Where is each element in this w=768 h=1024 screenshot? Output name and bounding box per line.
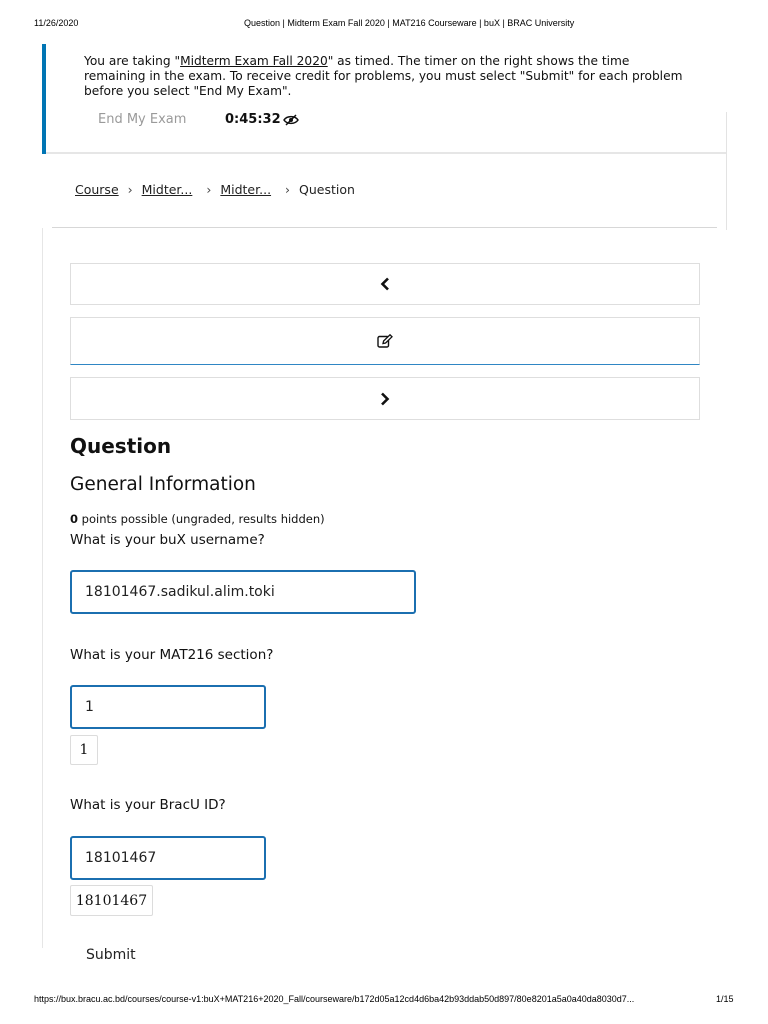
hide-timer-eye-slash-icon[interactable] [283, 114, 299, 126]
section-question-label: What is your MAT216 section? [70, 647, 274, 663]
submit-button[interactable]: Submit [86, 947, 136, 963]
username-input[interactable]: 18101467.sadikul.alim.toki [70, 570, 416, 614]
print-page-number: 1/15 [716, 994, 734, 1004]
notice-suffix: " as timed. The timer on the right shows the time remaining in the exam. To receive credit for problems, you must select "Submit" for each problem before you select "End My Exam". [84, 54, 683, 98]
panel-edge [726, 112, 727, 230]
exam-link[interactable]: Midterm Exam Fall 2020 [180, 54, 328, 68]
content-left-edge [42, 228, 43, 948]
breadcrumb-section[interactable]: Midter... [141, 182, 193, 197]
previous-unit-button[interactable] [70, 263, 700, 305]
points-value: 0 [70, 512, 79, 526]
breadcrumb-separator-icon: › [285, 182, 291, 197]
bracu-id-question-label: What is your BracU ID? [70, 797, 226, 813]
problem-subheading: General Information [70, 474, 256, 495]
breadcrumb-subsection[interactable]: Midter... [220, 182, 272, 197]
exam-notice [84, 54, 694, 99]
print-page-title: Question | Midterm Exam Fall 2020 | MAT216 Courseware | buX | BRAC University [244, 18, 575, 28]
print-url: https://bux.bracu.ac.bd/courses/course-v1:buX+MAT216+2020_Fall/courseware/b172d05a12cd4d6ba42b93ddab50d897/80e8201a5a0a40da8030d7... [34, 994, 635, 1004]
banner-accent-bar [42, 44, 46, 154]
end-exam-button[interactable]: End My Exam [98, 112, 187, 127]
notice-prefix: You are taking " [84, 54, 181, 68]
chevron-right-icon [380, 392, 390, 406]
print-date: 11/26/2020 [34, 18, 79, 28]
points-text: points possible (ungraded, results hidden) [78, 512, 325, 526]
next-unit-button[interactable] [70, 377, 700, 420]
breadcrumb-separator-icon: › [206, 182, 212, 197]
problem-heading: Question [70, 434, 172, 458]
username-question-label: What is your buX username? [70, 532, 265, 548]
header-divider [52, 227, 717, 228]
edit-icon [377, 334, 393, 348]
breadcrumb-current: Question [299, 182, 355, 197]
breadcrumb [75, 182, 355, 197]
unit-tab-problem[interactable] [70, 317, 700, 365]
exam-timer: 0:45:32 [225, 112, 281, 127]
banner-divider [46, 152, 726, 154]
bracu-id-math-preview: 18101467 [70, 885, 153, 916]
section-input[interactable]: 1 [70, 685, 266, 729]
chevron-left-icon [380, 277, 390, 291]
breadcrumb-separator-icon: › [127, 182, 133, 197]
bracu-id-input[interactable]: 18101467 [70, 836, 266, 880]
breadcrumb-course[interactable]: Course [75, 182, 119, 197]
section-math-preview: 1 [70, 735, 98, 765]
points-info [70, 512, 325, 526]
